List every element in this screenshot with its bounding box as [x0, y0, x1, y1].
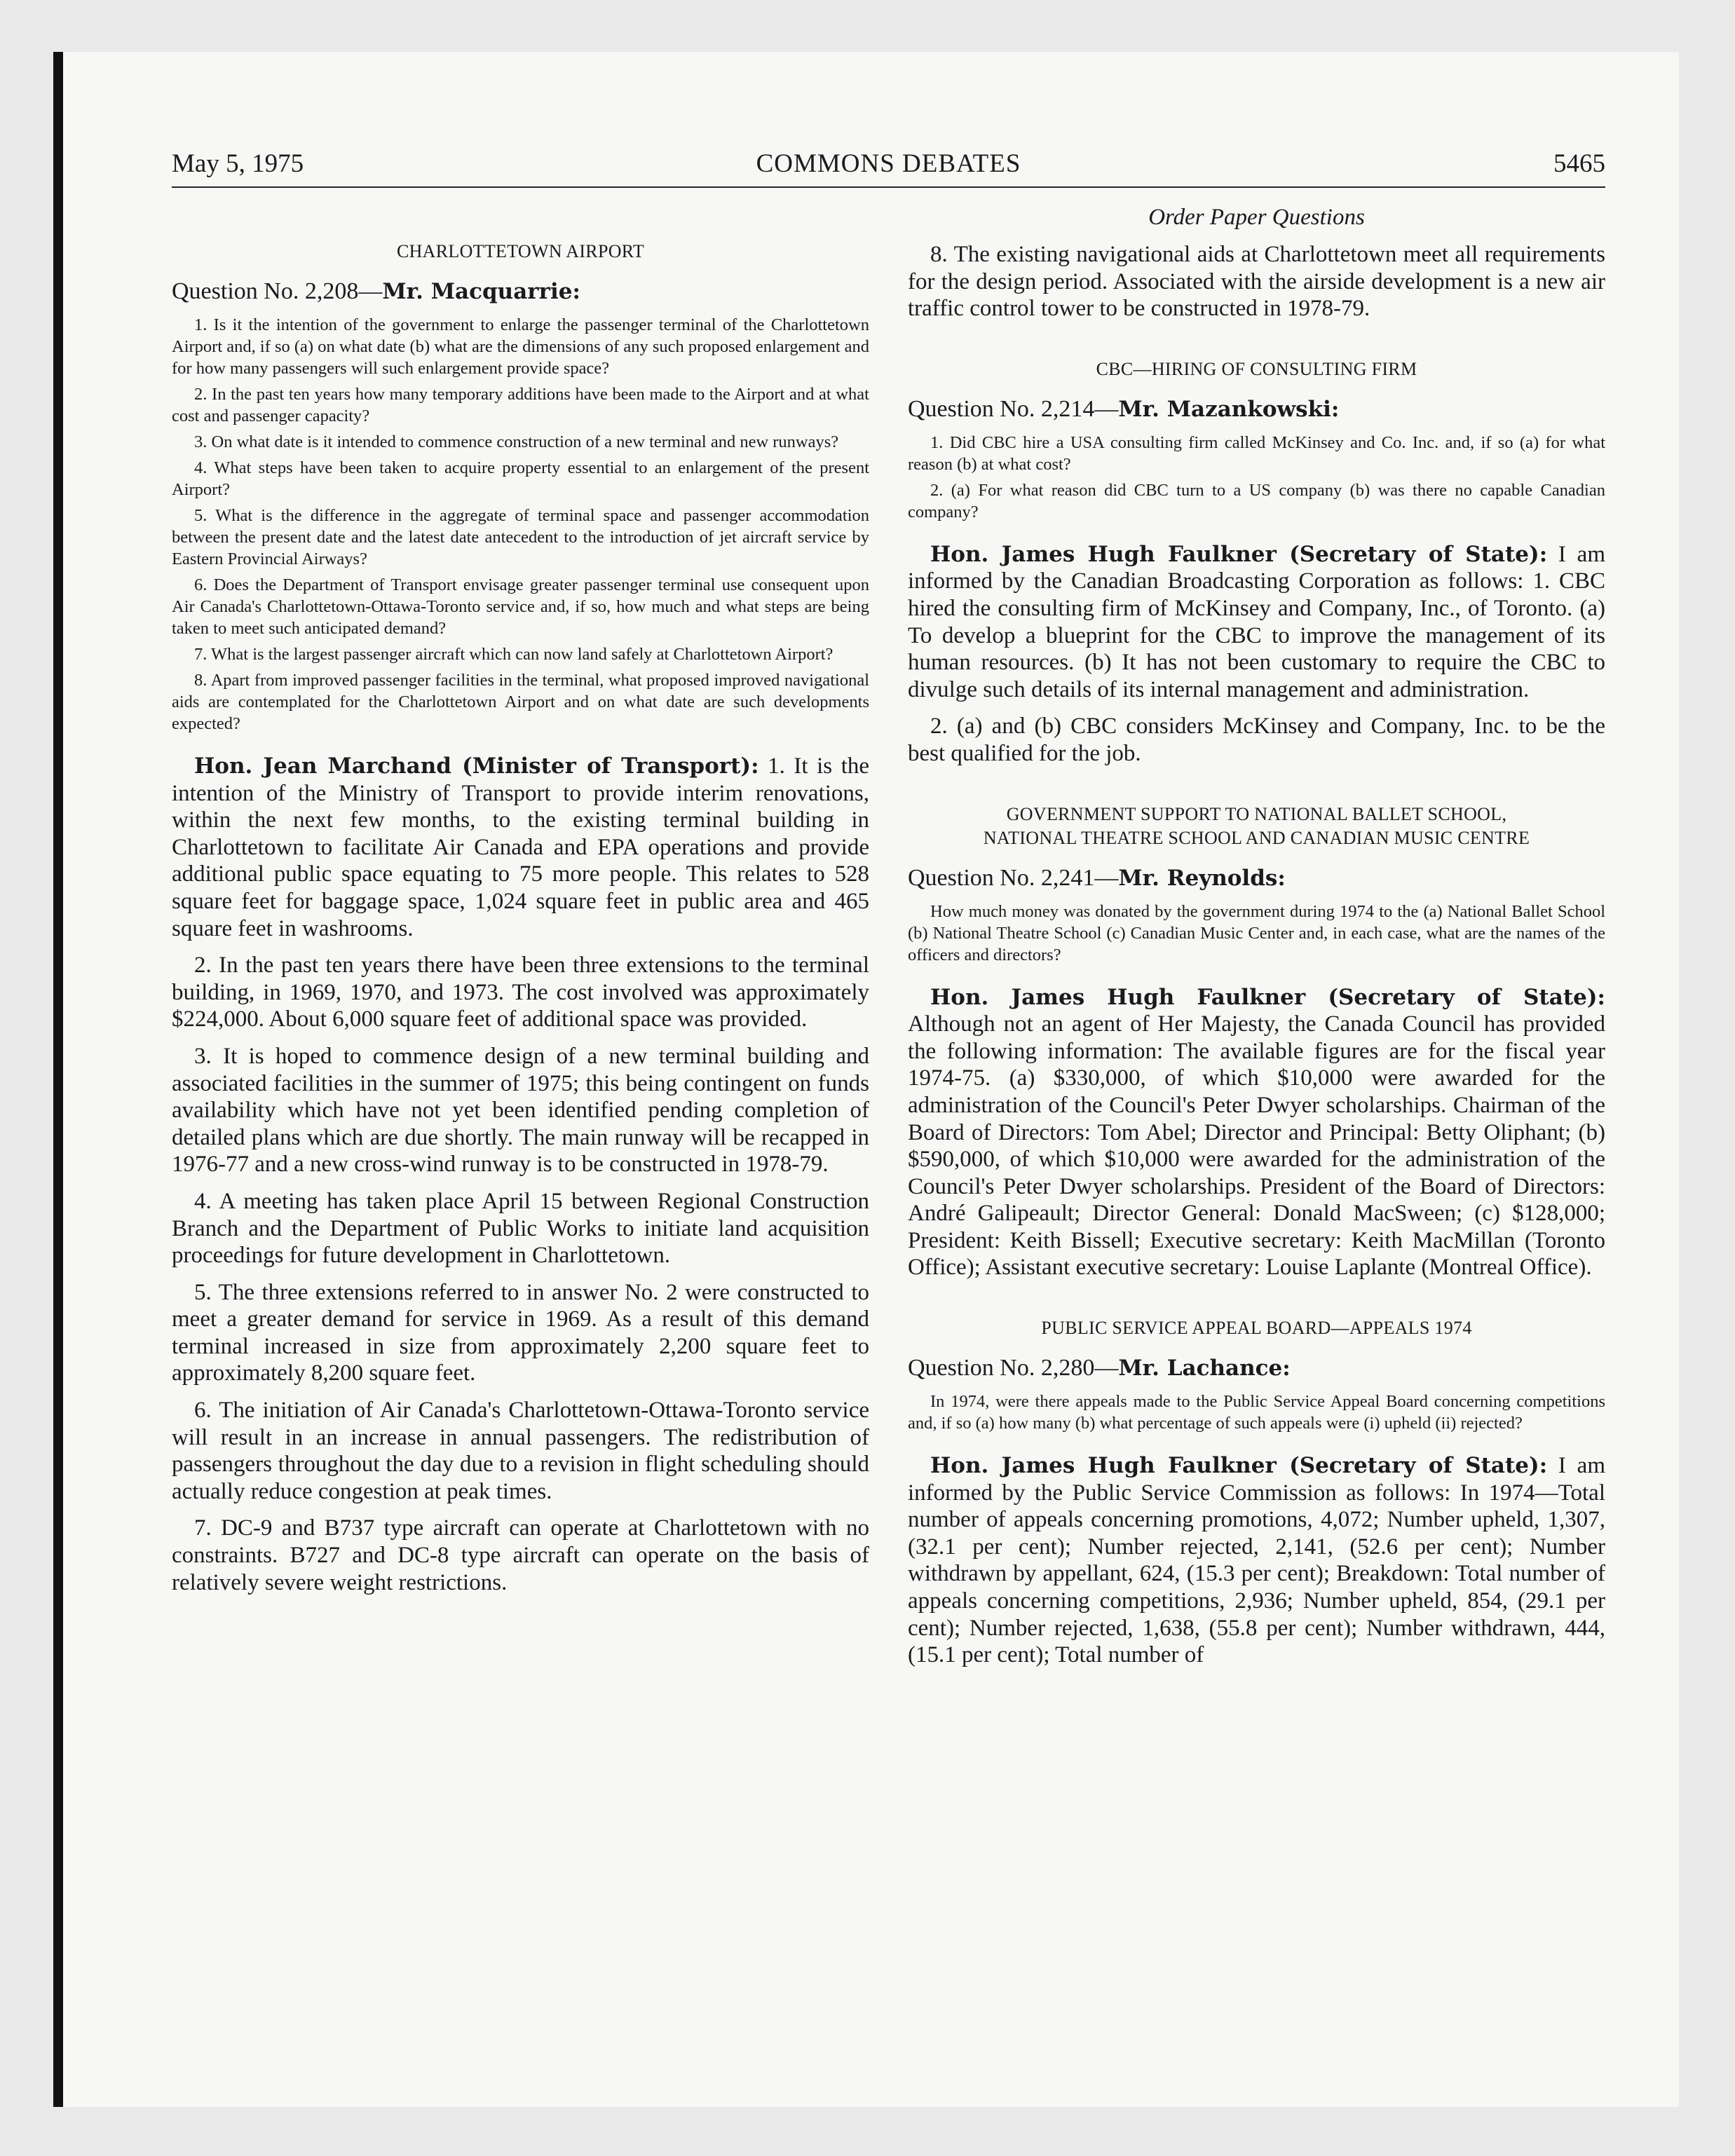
answer-paragraph: [172, 753, 869, 942]
answer-paragraph: 2. (a) and (b) CBC considers McKinsey and Company, Inc. to be the best qualified for the job.: [908, 714, 1605, 766]
question-item: How much money was donated by the government during 1974 to the (a) National Ballet School (b) National Theatre School (c) Canadian Music Center and, in each case, what are the names of the officers and directors?: [908, 901, 1605, 964]
header-date: May 5, 1975: [172, 149, 304, 178]
section-title-ballet-line1: GOVERNMENT SUPPORT TO NATIONAL BALLET SCHOOL,: [1006, 803, 1507, 824]
section-title-charlottetown: CHARLOTTETOWN AIRPORT: [396, 241, 645, 261]
left-column: [172, 203, 869, 1606]
question-item: In 1974, were there appeals made to the Public Service Appeal Board concerning competitions and, if so (a) how many (b) what percentage of such appeals were (i) upheld (ii) rejected?: [908, 1392, 1605, 1433]
question-heading-2214: [908, 394, 1605, 425]
answer-paragraph: 5. The three extensions referred to in answer No. 2 were constructed to meet a greater demand for service in 1969. As a result of this demand terminal increased in size from approximately 2,200 square feet to approximately 8,200 square feet.: [172, 1279, 869, 1386]
questioner: Mr. Reynolds:: [1118, 865, 1286, 891]
answer-paragraph: [908, 541, 1605, 704]
question-item: 2. (a) For what reason did CBC turn to a US company (b) was there no capable Canadian company?: [908, 480, 1605, 521]
answer-paragraph: 7. DC-9 and B737 type aircraft can operate at Charlottetown with no constraints. B727 and DC-8 type aircraft can operate on the basis of relatively severe weight restrictions.: [172, 1515, 869, 1595]
answer-speaker: Hon. James Hugh Faulkner (Secretary of State):: [930, 541, 1548, 567]
answer-text: Although not an agent of Her Majesty, the Canada Council has provided the following information: The available figures are for the fiscal year 1974-75. (a) $330,000, of which $10,000 were awarded for the administration of the Council's Peter Dwyer scholarships. Chairman of the Board of Directors: Tom Abel; Director and Principal: Betty Oliphant; (b) $590,000, of which $10,000 were awarded for the administration of the Council's Peter Dwyer scholarships. President of the Board of Directors: André Galipeault; Director General: Donald MacSween; (c) $128,000; President: Keith Bissell; Executive secretary: Keith MacMillan (Toronto Office); Assistant executive secretary: Louise Laplante (Montreal Office).: [908, 1011, 1605, 1281]
question-number: Question No. 2,241—: [908, 864, 1119, 891]
question-number: Question No. 2,280—: [908, 1355, 1119, 1381]
section-title-appeals: PUBLIC SERVICE APPEAL BOARD—APPEALS 1974: [1041, 1318, 1472, 1339]
scan-edge: [53, 52, 63, 2107]
answer-paragraph: [908, 1452, 1605, 1669]
question-item: 7. What is the largest passenger aircraft which can now land safely at Charlottetown Airport?: [194, 645, 834, 664]
answer-paragraph: 6. The initiation of Air Canada's Charlottetown-Ottawa-Toronto service will result in an increase in annual passengers. The redistribution of passengers throughout the day due to a revision in flight scheduling should actually reduce congestion at peak times.: [172, 1398, 869, 1504]
question-item: 1. Did CBC hire a USA consulting firm called McKinsey and Co. Inc. and, if so (a) for what reason (b) at what cost?: [908, 432, 1605, 474]
answer-text: I am informed by the Public Service Commission as follows: In 1974—Total number of appeals concerning promotions, 4,072; Number upheld, 1,307, (32.1 per cent); Number rejected, 2,141, (52.6 per cent); Number withdrawn by appellant, 624, (15.3 per cent); Breakdown: Total number of appeals concerning competitions, 2,936; Number upheld, 854, (29.1 per cent); Number rejected, 1,638, (55.8 per cent); Number withdrawn, 444, (15.1 per cent); Total number of: [908, 1453, 1605, 1668]
question-item: 1. Is it the intention of the government to enlarge the passenger terminal of the Charlottetown Airport and, if so (a) on what date (b) what are the dimensions of any such proposed enlargement and for how many passengers will such enlargement provide space?: [172, 315, 869, 378]
questioner: Mr. Lachance:: [1118, 1356, 1291, 1381]
page-header: [172, 147, 1605, 188]
answer-speaker: Hon. James Hugh Faulkner (Secretary of State):: [930, 1453, 1548, 1479]
question-item: 5. What is the difference in the aggregate of terminal space and passenger accommodation between the present date and the latest date antecedent to the introduction of jet aircraft service by Eastern Provincial Airways?: [172, 506, 869, 568]
answer-paragraph: [908, 984, 1605, 1282]
order-paper-heading: Order Paper Questions: [1148, 205, 1365, 230]
answer-speaker: Hon. Jean Marchand (Minister of Transport):: [194, 753, 759, 779]
answer-speaker: Hon. James Hugh Faulkner (Secretary of State):: [930, 984, 1605, 1010]
question-item: 3. On what date is it intended to commence construction of a new terminal and new runways?: [194, 432, 839, 451]
question-item: 2. In the past ten years how many temporary additions have been made to the Airport and at what cost and passenger capacity?: [172, 385, 869, 425]
right-column: [908, 203, 1605, 1679]
question-heading-2208: [172, 276, 869, 307]
answer-paragraph-continued: 8. The existing navigational aids at Charlottetown meet all requirements for the design period. Associated with the airside development is a new air traffic control tower to be constructed in 1978-79.: [908, 242, 1605, 322]
section-title-ballet-line2: NATIONAL THEATRE SCHOOL AND CANADIAN MUSIC CENTRE: [983, 827, 1530, 848]
answer-text: I am informed by the Canadian Broadcasting Corporation as follows: 1. CBC hired the consulting firm of McKinsey and Company, Inc., of Toronto. (a) To develop a blueprint for the CBC to improve the management of its human resources. (b) It has not been customary to require the CBC to divulge such details of its internal management and administration.: [908, 541, 1605, 702]
questioner: Mr. Mazankowski:: [1118, 396, 1340, 422]
question-item: 8. Apart from improved passenger facilities in the terminal, what proposed improved navigational aids are contemplated for the Charlottetown Airport and on what date are such developments expected?: [172, 671, 869, 733]
question-number: Question No. 2,208—: [172, 278, 383, 304]
header-title: COMMONS DEBATES: [756, 149, 1021, 178]
question-item: 6. Does the Department of Transport envisage greater passenger terminal use consequent upon Air Canada's Charlottetown-Ottawa-Toronto service and, if so, how much and what steps are being taken to meet such anticipated demand?: [172, 575, 869, 638]
question-heading-2241: [908, 863, 1605, 894]
page-number: 5465: [1553, 149, 1605, 178]
answer-paragraph: 4. A meeting has taken place April 15 between Regional Construction Branch and the Department of Public Works to initiate land acquisition proceedings for future development in Charlottetown.: [172, 1188, 869, 1269]
answer-text: 1. It is the intention of the Ministry of Transport to provide interim renovations, within the next few months, to the existing terminal building in Charlottetown to facilitate Air Canada and EPA operations and provide additional public space equating to 75 more people. This relates to 528 square feet for baggage space, 1,024 square feet in public area and 465 square feet in washrooms.: [172, 753, 870, 941]
question-item: 4. What steps have been taken to acquire property essential to an enlargement of the present Airport?: [172, 458, 869, 499]
section-title-cbc: CBC—HIRING OF CONSULTING FIRM: [1096, 358, 1417, 379]
answer-paragraph: 3. It is hoped to commence design of a new terminal building and associated facilities in the summer of 1975; this being contingent on funds availability which have not yet been identified pending completion of detailed plans which are due shortly. The main runway will be recapped in 1976-77 and a new cross-wind runway is to be constructed in 1978-79.: [172, 1043, 869, 1178]
questioner: Mr. Macquarrie:: [382, 279, 580, 304]
question-heading-2280: [908, 1353, 1605, 1384]
answer-paragraph: 2. In the past ten years there have been three extensions to the terminal building, in 1969, 1970, and 1973. The cost involved was approximately $224,000. About 6,000 square feet of additional space was provided.: [172, 953, 869, 1032]
question-number: Question No. 2,214—: [908, 395, 1119, 422]
